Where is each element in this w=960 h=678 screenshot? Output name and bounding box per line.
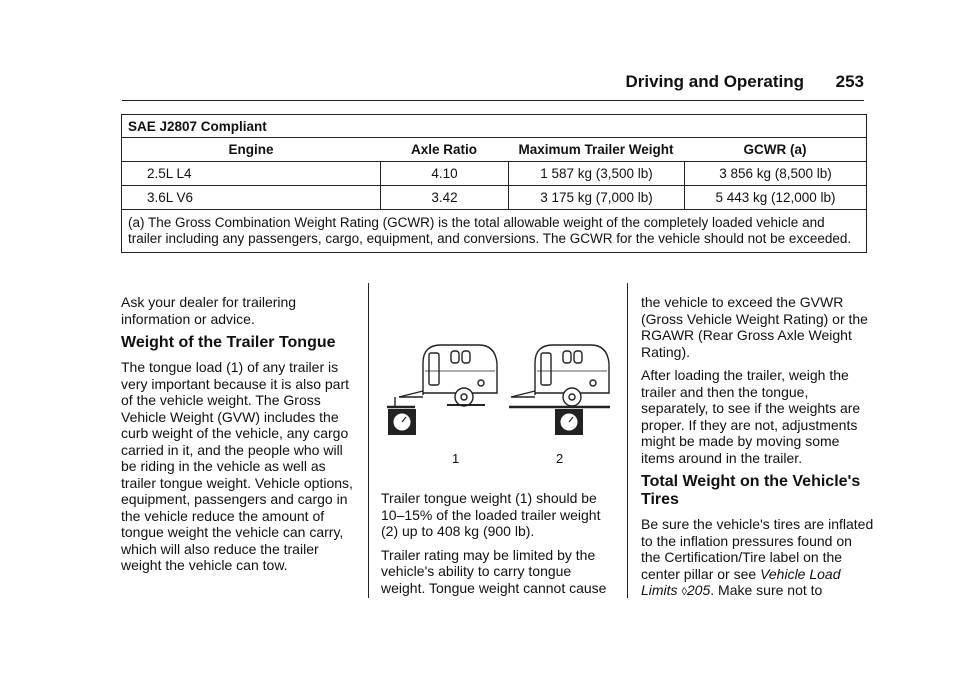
cell-max-trailer-weight: 1 587 kg (3,500 lb): [508, 162, 684, 185]
text-column-3: [641, 294, 875, 608]
intro-paragraph: Ask your dealer for trailering information or advice.: [121, 294, 297, 327]
body-paragraph: Trailer rating may be limited by the vehicle's ability to carry tongue weight. Tongue weight cannot cause: [381, 546, 607, 596]
scale-icon-right: [555, 409, 583, 435]
column-header-max-trailer-weight: Maximum Trailer Weight: [518, 142, 674, 157]
section-heading-tongue-weight: Weight of the Trailer Tongue: [121, 334, 336, 351]
cell-axle-ratio: 3.42: [380, 186, 508, 209]
body-paragraph: Trailer tongue weight (1) should be 10–15% of the loaded trailer weight (2) up to 408 kg (900 lb).: [381, 490, 601, 539]
trailer-illustration-svg: [385, 335, 615, 465]
page-number: 253: [835, 72, 864, 91]
section-heading-total-weight: Total Weight on the Vehicle's Tires: [641, 473, 861, 508]
text-column-1: [121, 294, 357, 581]
cell-gcwr: 5 443 kg (12,000 lb): [684, 186, 866, 209]
body-paragraph: the vehicle to exceed the GVWR (Gross Vehicle Weight Rating) or the RGAWR (Rear Gross Axle Weight Rating).: [641, 294, 868, 360]
body-paragraph: [641, 516, 875, 601]
column-divider: [627, 283, 628, 598]
figure-label-1: 1: [452, 451, 460, 466]
column-header-axle-ratio: Axle Ratio: [410, 142, 478, 157]
cross-reference-link[interactable]: Vehicle Load Limits: [641, 565, 841, 598]
table-row: [122, 186, 866, 210]
trailer-spec-table: [121, 114, 867, 253]
cell-axle-ratio: 4.10: [380, 162, 508, 185]
column-header-gcwr: GCWR (a): [743, 142, 807, 157]
page-reference-arrow-icon: ◊: [681, 586, 687, 598]
trailer-weight-scene: [509, 345, 610, 407]
cross-reference-page[interactable]: 205: [686, 582, 711, 598]
column-header-engine: Engine: [228, 142, 274, 157]
cell-engine: 2.5L L4: [147, 166, 192, 181]
table-footnote: (a) The Gross Combination Weight Rating (GCWR) is the total allowable weight of the completely loaded vehicle and trailer including any passengers, cargo, equipment, and conversions. The GCWR for the vehicle should not be exceeded.: [128, 215, 852, 246]
paragraph-text: Be sure the vehicle's tires are inflated to the inflation pressures found on the Certification/Tire label on the center pillar or see: [641, 516, 874, 582]
trailer-weight-illustration: [385, 335, 615, 465]
cell-max-trailer-weight: 3 175 kg (7,000 lb): [508, 186, 684, 209]
body-paragraph: The tongue load (1) of any trailer is very important because it is also part of the vehicle weight. The Gross Vehicle Weight (GVW) includes the curb weight of the vehicle, any cargo carried in it, and the people who will be riding in the vehicle as well as trailer tongue weight. Vehicle options, equipment, passengers and cargo in the vehicle reduce the amount of tongue weight the vehicle can carry, which will also reduce the trailer weight the vehicle can tow.: [121, 359, 353, 573]
text-column-2: [381, 490, 619, 603]
cell-gcwr: 3 856 kg (8,500 lb): [684, 162, 866, 185]
tongue-weight-scene: [387, 345, 497, 407]
table-row: [122, 162, 866, 186]
table-title: SAE J2807 Compliant: [122, 115, 866, 138]
scale-icon-left: [388, 409, 416, 435]
column-divider: [368, 283, 369, 598]
table-header-row: [122, 138, 866, 162]
section-title: Driving and Operating: [625, 72, 804, 91]
paragraph-text: . Make sure not to: [710, 582, 823, 598]
cell-engine: 3.6L V6: [147, 190, 194, 205]
body-paragraph: After loading the trailer, weigh the trailer and then the tongue, separately, to see if the weights are proper. If they are not, adjustments might be made by moving some items around in the trailer.: [641, 367, 861, 466]
figure-label-2: 2: [556, 451, 564, 466]
page-header: [122, 70, 864, 101]
